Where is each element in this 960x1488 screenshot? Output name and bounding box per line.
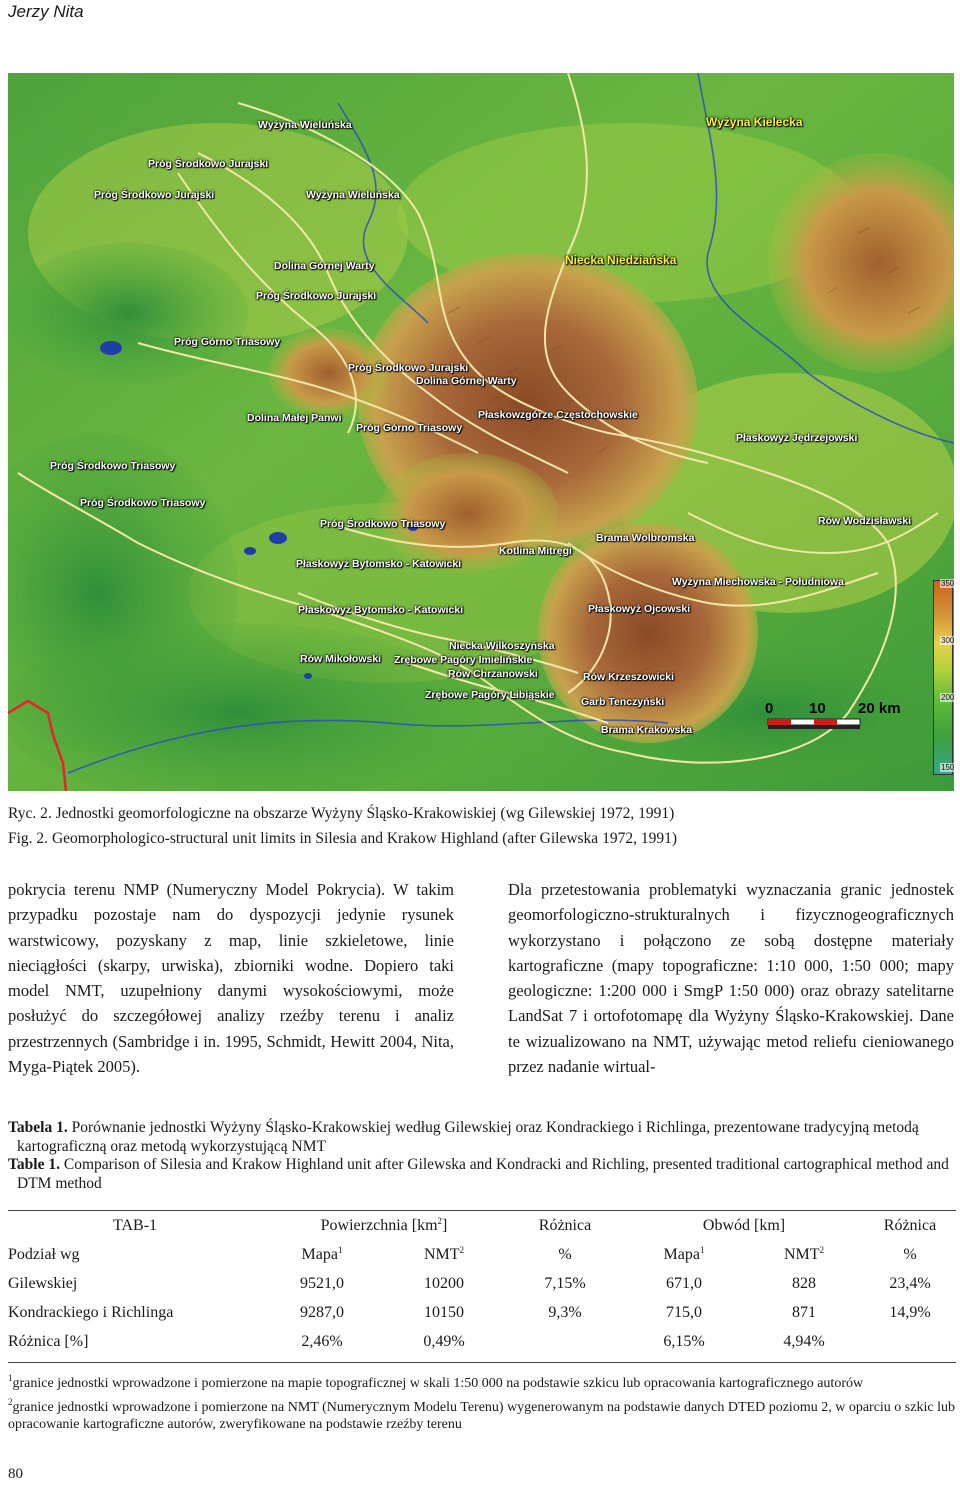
table-cell: Gilewskiej [8,1274,78,1292]
map-label: Dolina Górnej Warty [274,260,375,272]
legend-tick: 200 [941,693,954,702]
map-label: Wyżyna Wieluńska [258,119,352,131]
table-cell: 871 [792,1303,816,1321]
map-label: Płaskowyż Bytomsko - Katowicki [298,604,464,616]
figure-caption-pl [8,805,674,823]
table-cell: 10200 [424,1274,464,1292]
scale-label-mid: 10 [809,700,826,717]
footnote-2 [8,1394,956,1433]
footnote-2-mark: 2 [8,1397,13,1407]
table-text-en: Comparison of Silesia and Krakow Highland unit after Gilewska and Kondracki and Richling, presented traditional cartographical method and DTM method [17,1156,949,1192]
table-header-cell: Obwód [km] [702,1216,786,1234]
table-header-cell: TAB-1 [112,1216,158,1234]
table-header-cell: Różnica [538,1216,592,1234]
table-cell: 23,4% [889,1274,931,1292]
map-label: Próg Środkowo Triasowy [80,497,206,509]
table-label-en: Table 1. [8,1156,60,1173]
table-cell: 9,3% [548,1303,582,1321]
figure-label-en: Fig. 2. [8,830,49,847]
table-cell: 14,9% [889,1303,931,1321]
figure-caption-en [8,830,677,848]
map-label: Kotlina Mitręgi [499,545,572,557]
table-subheader-cell: Mapa$^1$ [663,1245,705,1263]
relief-map [8,73,954,791]
map-label: Niecka Wilkoszyńska [449,640,555,652]
map-label: Próg Środkowo Jurajski [148,158,269,170]
legend-tick: 150 [941,763,954,772]
table-cell: 715,0 [666,1303,702,1321]
map-label: Rów Wodzisławski [818,515,912,527]
table-subheader-row [8,1240,956,1269]
table-bottom-rule [8,1362,956,1363]
map-label: Dolina Górnej Warty [416,375,517,387]
table-subheader-cell: Podział wg [8,1245,80,1263]
footnote-1 [8,1370,956,1392]
footnote-1-text: granice jednostki wprowadzone i pomierzone na mapie topograficznej w skali 1:50 000 na podstawie szkicu lub opracowania kartograficznego autorów [12,1376,864,1391]
table-cell: 828 [792,1274,816,1292]
comparison-table [8,1211,956,1356]
table-cell: 9287,0 [300,1303,344,1321]
footnote-2-text: granice jednostki wprowadzone i pomierzone na NMT (Numerycznym Modelu Terenu) wygenerowanym na podstawie danych DTED poziomu 2, w oparciu o szkic lub opracowanie kartograficzne autorów, zweryfikowane na podstawie rzeźby terenu [8,1400,955,1432]
table-header-cell: Różnica [883,1216,937,1234]
map-label: Płaskowyż Bytomsko - Katowicki [296,558,462,570]
map-label: Rów Chrzanowski [448,668,538,680]
map-label: Zrębowe Pagóry Libiąskie [425,689,555,701]
map-label: Próg Środkowo Triasowy [50,460,176,472]
table-subheader-cell: % [903,1245,917,1263]
table-subheader-cell: Mapa$^1$ [301,1245,343,1263]
table-caption-en [8,1156,956,1193]
body-text-right-column: Dla przetestowania problematyki wyznaczania granic jednostek geomorfologiczno-strukturalnych i fizycznogeograficznych wykorzystano i połączono ze sobą dostępne materiały kartograficzne (mapy topograficzne: 1:10 000, 1:50 000; mapy geologiczne: 1:200 000 i SmgP 1:50 000) oraz obrazy satelitarne LandSat 7 i ortofotomapę dla Wyżyny Śląsko-Krakowskiej. Dane te wizualizowano na NMT, używając metod reliefu cieniowanego przez nadanie wirtual- [508,880,954,1077]
table-row [8,1327,956,1356]
map-label: Próg Środkowo Jurajski [256,290,377,302]
table-row [8,1269,956,1298]
table-subheader-cell: NMT$^2$ [783,1245,825,1263]
table-header-row [8,1211,956,1240]
page-number: 80 [8,1466,23,1482]
map-label: Wyżyna Wieluńska [306,189,400,201]
table-cell: Różnica [%] [8,1332,89,1350]
table-header-cell: Powierzchnia $[km^2]$ [320,1216,448,1234]
map-label: Garb Tenczyński [581,696,665,708]
map-label: Próg Środkowo Jurajski [348,362,469,374]
map-label: Wyżyna Kielecka [706,115,803,129]
map-label: Zrębowe Pagóry Imielińskie [394,654,533,666]
legend-tick: 300 [941,636,954,645]
table-footnotes [8,1370,956,1435]
table-cell [506,1327,624,1356]
map-label: Rów Mikołowski [300,653,382,665]
table-cell: 6,15% [663,1332,705,1350]
body-text-left-column: pokrycia terenu NMP (Numeryczny Model Pokrycia). W takim przypadku pozostaje nam do dyspozycji jedynie rysunek warstwicowy, pozyskany z map, linie szkieletowe, linie nieciągłości (skarpy, urwiska), zbiorniki wodne. Dopiero taki model NMT, uzupełniony danymi wysokościowymi, może posłużyć do szczegółowej analizy rzeźby terenu i analiz przestrzennych (Sambridge i in. 1995, Schmidt, Hewitt 2004, Nita, Myga-Piątek 2005). [8,880,454,1077]
table-cell: 10150 [424,1303,464,1321]
table-cell: Kondrackiego i Richlinga [8,1303,174,1321]
map-label: Płaskowyż Ojcowski [588,603,691,615]
table-label-pl: Tabela 1. [8,1119,68,1136]
table-cell: 2,46% [301,1332,343,1350]
figure-text-en: Geomorphologico-structural unit limits in Silesia and Krakow Highland (after Gilewska 1972, 1991) [48,830,677,847]
elevation-legend-bar [933,580,953,775]
map-label: Płaskowyż Jędrzejowski [736,432,858,444]
table-cell: 9521,0 [300,1274,344,1292]
map-label: Niecka Niedziańska [565,253,677,267]
map-label: Rów Krzeszowicki [583,671,675,683]
figure-text-pl: Jednostki geomorfologiczne na obszarze Wyżyny Śląsko-Krakowiskiej (wg Gilewskiej 1972, 1991) [51,805,675,822]
map-label: Próg Środkowo Jurajski [94,189,215,201]
table-row [8,1298,956,1327]
table-subheader-cell: % [558,1245,572,1263]
scale-label-end: 20 km [858,700,901,717]
map-label: Próg Górno Triasowy [174,336,281,348]
table-text-pl: Porównanie jednostki Wyżyny Śląsko-Krakowskiej według Gilewskiej oraz Kondrackiego i Richlinga, prezentowane tradycyjną metodą kartograficzną oraz metodą wykorzystującą NMT [17,1119,919,1155]
map-label: Wyżyna Miechowska - Południowa [672,576,844,588]
table-cell: 0,49% [423,1332,465,1350]
scale-bar [768,719,860,729]
table-cell: 671,0 [666,1274,702,1292]
table-caption-pl [8,1119,956,1156]
map-label: Dolina Małej Panwi [247,412,342,424]
table-subheader-cell: NMT$^2$ [423,1245,465,1263]
running-header-author: Jerzy Nita [8,2,84,21]
map-label: Próg Górno Triasowy [356,422,463,434]
figure-label-pl: Ryc. 2. [8,805,52,822]
legend-tick: 350 [941,579,954,588]
table-caption [8,1119,956,1193]
map-label: Brama Krakowska [601,724,693,736]
map-label: Płaskowzgórze Częstochowskie [478,409,638,421]
map-label: Próg Środkowo Triasowy [320,518,446,530]
footnote-1-mark: 1 [8,1373,13,1383]
map-label: Brama Wolbromska [596,532,695,544]
table-cell [864,1327,956,1356]
table-cell: 4,94% [783,1332,825,1350]
scale-label-zero: 0 [765,700,774,717]
table-cell: 7,15% [544,1274,586,1292]
